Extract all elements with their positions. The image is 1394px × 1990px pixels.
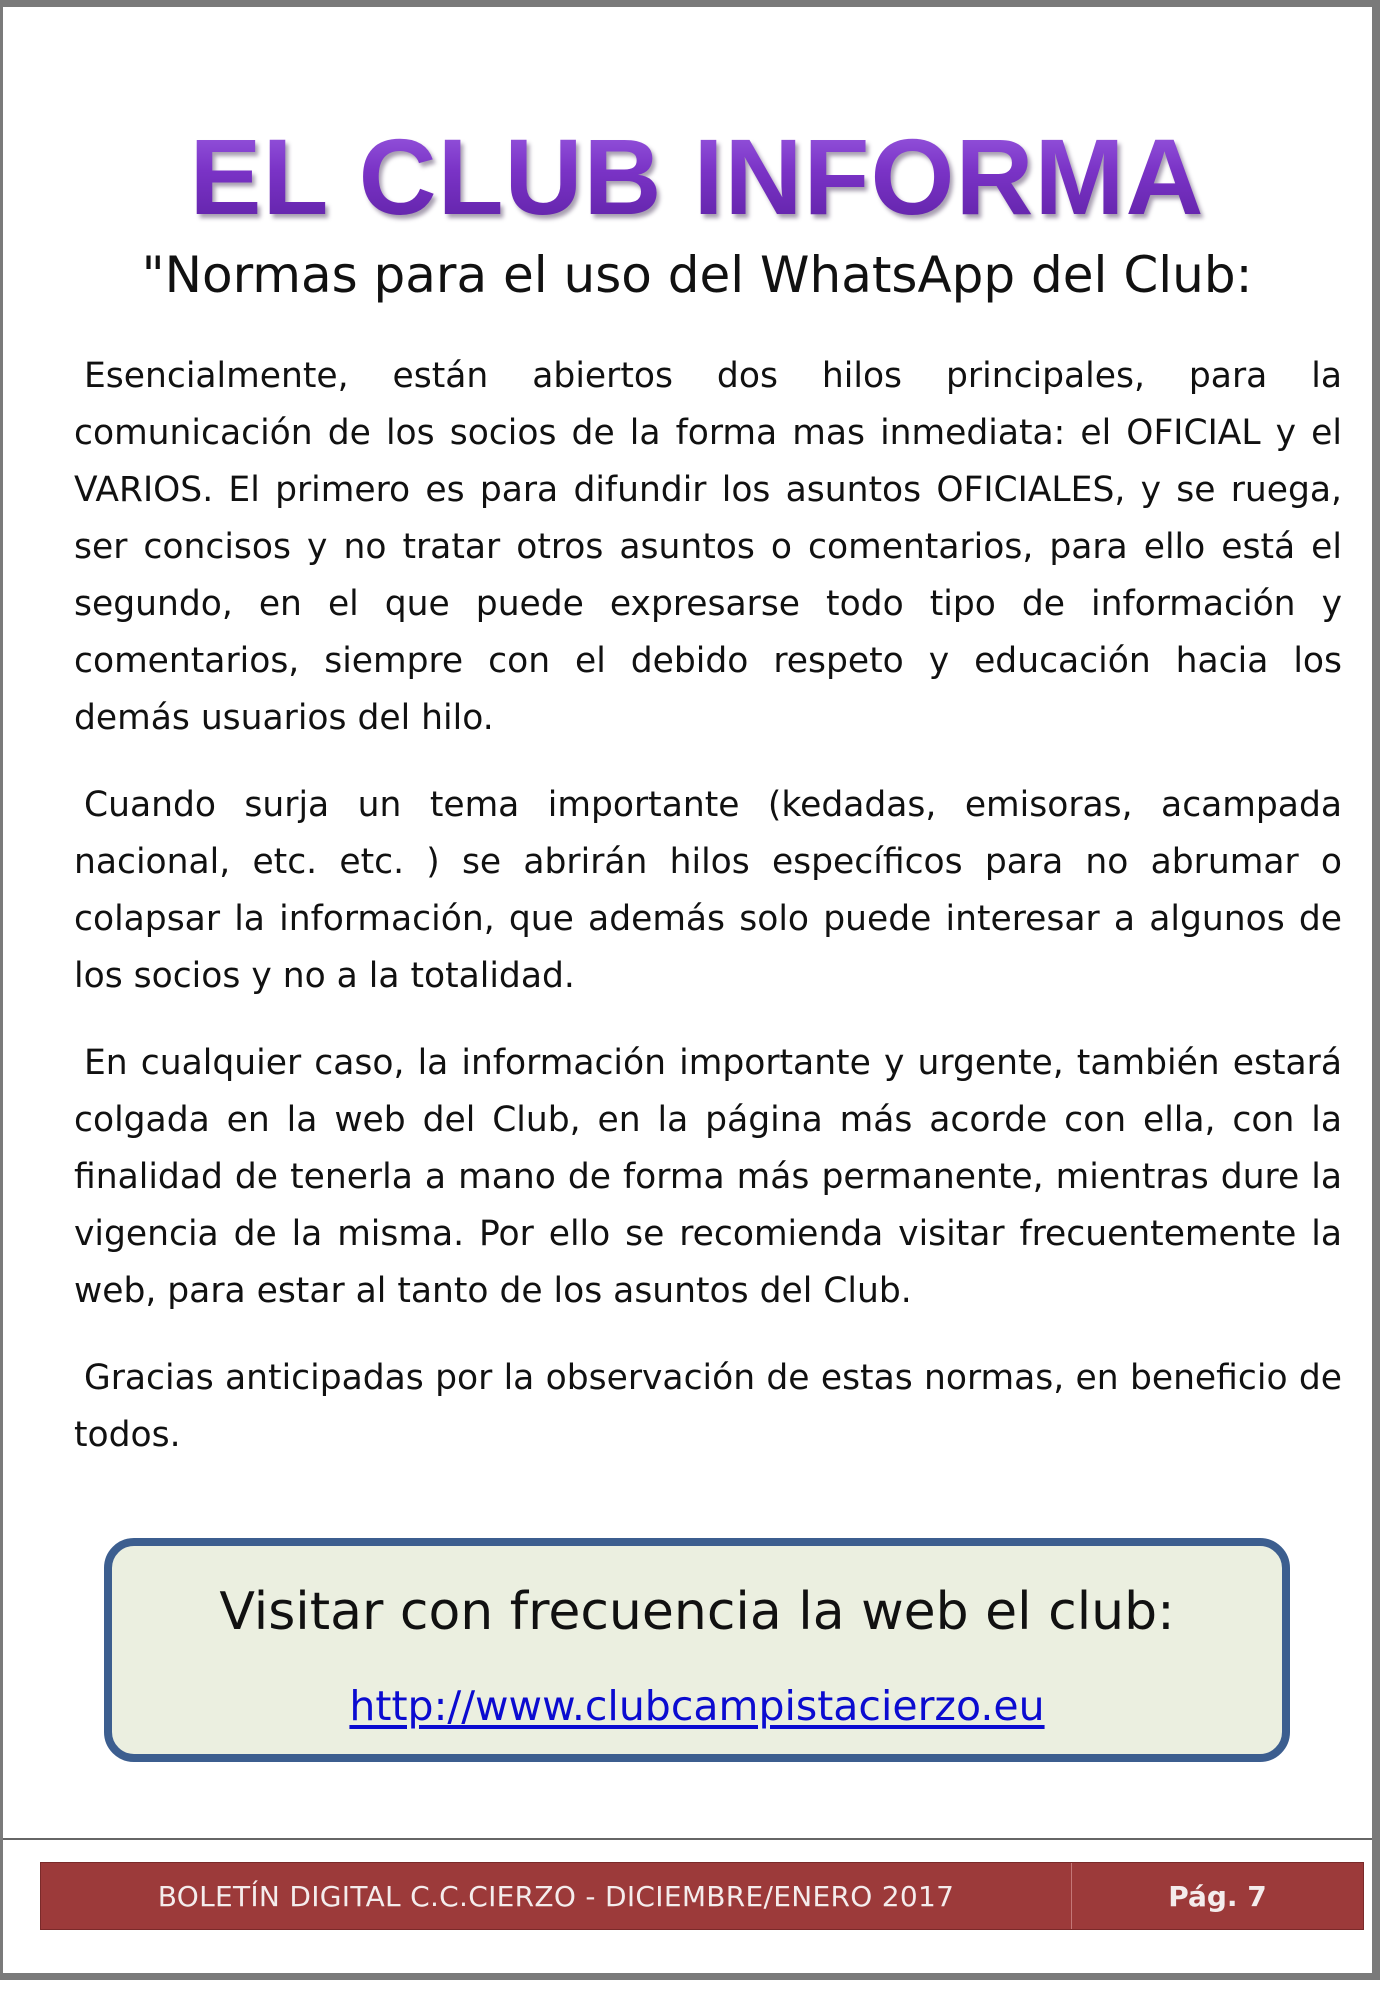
footer-bulletin-label: BOLETÍN DIGITAL C.C.CIERZO - DICIEMBRE/ENERO 2017	[157, 1879, 955, 1913]
article-body	[74, 348, 1342, 1494]
paragraph-3: En cualquier caso, la información importante y urgente, también estará colgada en la web del Club, en la página más acorde con ella, con la finalidad de tenerla a mano de forma más permanente, mientras dure la vigencia de la misma. Por ello se recomienda visitar frecuentemente la web, para estar al tanto de los asuntos del Club.	[74, 1043, 1342, 1311]
callout-link-wrapper	[112, 1678, 1282, 1734]
paragraph-2: Cuando surja un tema importante (kedadas, emisoras, acampada nacional, etc. etc. ) se abrirán hilos específicos para no abrumar o colapsar la información, que además solo puede interesar a algunos de los socios y no a la totalidad.	[74, 785, 1342, 996]
paragraph-4: Gracias anticipadas por la observación de estas normas, en beneficio de todos.	[74, 1358, 1342, 1455]
footer-divider-line	[3, 1838, 1372, 1840]
section-heading: "Normas para el uso del WhatsApp del Club:	[141, 246, 1253, 304]
page-number: Pág. 7	[1168, 1879, 1267, 1913]
page-title: EL CLUB INFORMA	[0, 112, 1394, 242]
club-website-link[interactable]: http://www.clubcampistacierzo.eu	[349, 1682, 1045, 1730]
paragraph-1: Esencialmente, están abiertos dos hilos principales, para la comunicación de los socios de la forma mas inmediata: el OFICIAL y el VARIOS. El primero es para difundir los asuntos OFICIALES, y se ruega, ser concisos y no tratar otros asuntos o comentarios, para ello está el segundo, en el que puede expresarse todo tipo de información y comentarios, siempre con el debido respeto y educación hacia los demás usuarios del hilo.	[74, 356, 1342, 738]
website-callout-box	[104, 1538, 1290, 1762]
callout-heading: Visitar con frecuencia la web el club:	[219, 1582, 1175, 1642]
footer-bar	[40, 1862, 1364, 1930]
